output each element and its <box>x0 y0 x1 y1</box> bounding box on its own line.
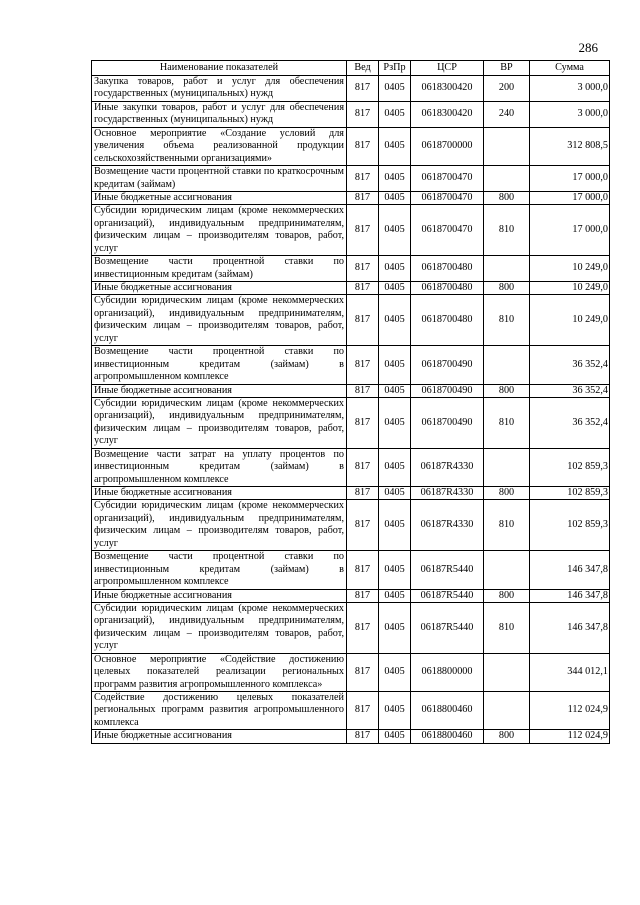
header-rzpr: РзПр <box>379 61 411 76</box>
row-name: Основное мероприятие «Создание условий для увеличения объема реализованной продукции сельскохозяйственными организациями» <box>92 127 347 165</box>
row-rzpr: 0405 <box>379 191 411 204</box>
row-vr <box>484 346 530 384</box>
row-sum: 17 000,0 <box>530 205 610 256</box>
row-sum: 146 347,8 <box>530 551 610 589</box>
row-rzpr: 0405 <box>379 205 411 256</box>
row-sum: 36 352,4 <box>530 384 610 397</box>
row-csr: 0618700480 <box>411 282 484 295</box>
table-row <box>92 282 610 295</box>
row-vr: 240 <box>484 101 530 127</box>
table-row <box>92 76 610 102</box>
row-csr: 0618700000 <box>411 127 484 165</box>
row-vr: 800 <box>484 487 530 500</box>
row-csr: 0618300420 <box>411 101 484 127</box>
row-sum: 10 249,0 <box>530 282 610 295</box>
row-csr: 0618700490 <box>411 397 484 448</box>
row-ved: 817 <box>347 551 379 589</box>
row-rzpr: 0405 <box>379 256 411 282</box>
row-ved: 817 <box>347 282 379 295</box>
header-csr: ЦСР <box>411 61 484 76</box>
row-name: Субсидии юридическим лицам (кроме некоммерческих организаций), индивидуальным предпринимателям, физическим лицам – производителям товаров, работ, услуг <box>92 205 347 256</box>
row-rzpr: 0405 <box>379 653 411 691</box>
row-rzpr: 0405 <box>379 101 411 127</box>
row-vr: 810 <box>484 295 530 346</box>
row-sum: 36 352,4 <box>530 346 610 384</box>
row-sum: 3 000,0 <box>530 76 610 102</box>
row-rzpr: 0405 <box>379 384 411 397</box>
row-name: Возмещение части затрат на уплату процентов по инвестиционным кредитам (займам) в агропромышленном комплексе <box>92 448 347 486</box>
row-csr: 06187R5440 <box>411 602 484 653</box>
row-ved: 817 <box>347 127 379 165</box>
row-sum: 146 347,8 <box>530 602 610 653</box>
row-csr: 06187R4330 <box>411 487 484 500</box>
row-ved: 817 <box>347 191 379 204</box>
row-rzpr: 0405 <box>379 692 411 730</box>
table-row <box>92 101 610 127</box>
row-sum: 102 859,3 <box>530 448 610 486</box>
row-vr: 800 <box>484 282 530 295</box>
row-csr: 0618700480 <box>411 295 484 346</box>
row-name: Возмещение части процентной ставки по инвестиционным кредитам (займам) в агропромышленном комплексе <box>92 551 347 589</box>
row-csr: 0618300420 <box>411 76 484 102</box>
row-rzpr: 0405 <box>379 448 411 486</box>
row-name: Содействие достижению целевых показателей региональных программ развития агропромышленного комплекса <box>92 692 347 730</box>
row-vr: 200 <box>484 76 530 102</box>
row-name: Субсидии юридическим лицам (кроме некоммерческих организаций), индивидуальным предпринимателям, физическим лицам – производителям товаров, работ, услуг <box>92 500 347 551</box>
row-ved: 817 <box>347 76 379 102</box>
table-row <box>92 589 610 602</box>
row-vr <box>484 448 530 486</box>
row-name: Иные закупки товаров, работ и услуг для обеспечения государственных (муниципальных) нужд <box>92 101 347 127</box>
row-csr: 0618700490 <box>411 346 484 384</box>
table-row <box>92 256 610 282</box>
row-rzpr: 0405 <box>379 397 411 448</box>
row-ved: 817 <box>347 692 379 730</box>
row-sum: 112 024,9 <box>530 692 610 730</box>
row-rzpr: 0405 <box>379 730 411 743</box>
row-name: Иные бюджетные ассигнования <box>92 191 347 204</box>
row-csr: 0618700470 <box>411 191 484 204</box>
table-row <box>92 500 610 551</box>
row-name: Иные бюджетные ассигнования <box>92 589 347 602</box>
row-sum: 10 249,0 <box>530 256 610 282</box>
row-sum: 312 808,5 <box>530 127 610 165</box>
row-rzpr: 0405 <box>379 589 411 602</box>
row-rzpr: 0405 <box>379 551 411 589</box>
row-rzpr: 0405 <box>379 166 411 192</box>
page-number: 286 <box>578 40 598 55</box>
table-row <box>92 397 610 448</box>
row-csr: 0618800460 <box>411 730 484 743</box>
budget-table <box>91 60 610 744</box>
row-csr: 06187R4330 <box>411 500 484 551</box>
row-csr: 0618700470 <box>411 205 484 256</box>
row-vr: 810 <box>484 205 530 256</box>
row-ved: 817 <box>347 653 379 691</box>
table-row <box>92 487 610 500</box>
row-vr <box>484 551 530 589</box>
row-name: Субсидии юридическим лицам (кроме некоммерческих организаций), индивидуальным предпринимателям, физическим лицам – производителям товаров, работ, услуг <box>92 397 347 448</box>
row-ved: 817 <box>347 205 379 256</box>
row-ved: 817 <box>347 500 379 551</box>
table-body <box>92 76 610 744</box>
header-name: Наименование показателей <box>92 61 347 76</box>
row-sum: 17 000,0 <box>530 191 610 204</box>
table-row <box>92 191 610 204</box>
row-vr: 800 <box>484 384 530 397</box>
row-name: Возмещение части процентной ставки по инвестиционным кредитам (займам) в агропромышленном комплексе <box>92 346 347 384</box>
table-row <box>92 730 610 743</box>
row-rzpr: 0405 <box>379 282 411 295</box>
row-ved: 817 <box>347 166 379 192</box>
table-row <box>92 205 610 256</box>
row-vr: 810 <box>484 500 530 551</box>
row-csr: 06187R5440 <box>411 551 484 589</box>
row-name: Субсидии юридическим лицам (кроме некоммерческих организаций), индивидуальным предпринимателям, физическим лицам – производителям товаров, работ, услуг <box>92 295 347 346</box>
table-row <box>92 295 610 346</box>
table-row <box>92 602 610 653</box>
row-rzpr: 0405 <box>379 602 411 653</box>
row-name: Иные бюджетные ассигнования <box>92 487 347 500</box>
row-ved: 817 <box>347 346 379 384</box>
row-ved: 817 <box>347 101 379 127</box>
row-vr: 800 <box>484 589 530 602</box>
row-sum: 3 000,0 <box>530 101 610 127</box>
row-sum: 112 024,9 <box>530 730 610 743</box>
table-row <box>92 127 610 165</box>
row-vr: 810 <box>484 397 530 448</box>
table-row <box>92 384 610 397</box>
row-rzpr: 0405 <box>379 295 411 346</box>
row-ved: 817 <box>347 397 379 448</box>
row-ved: 817 <box>347 256 379 282</box>
row-ved: 817 <box>347 448 379 486</box>
row-csr: 06187R4330 <box>411 448 484 486</box>
row-sum: 146 347,8 <box>530 589 610 602</box>
table-row <box>92 653 610 691</box>
row-vr <box>484 653 530 691</box>
row-sum: 344 012,1 <box>530 653 610 691</box>
row-ved: 817 <box>347 602 379 653</box>
row-sum: 17 000,0 <box>530 166 610 192</box>
row-name: Возмещение части процентной ставки по краткосрочным кредитам (займам) <box>92 166 347 192</box>
table-row <box>92 692 610 730</box>
row-name: Иные бюджетные ассигнования <box>92 384 347 397</box>
row-name: Основное мероприятие «Содействие достижению целевых показателей реализации региональных программ развития агропромышленного комплекса» <box>92 653 347 691</box>
header-vr: ВР <box>484 61 530 76</box>
row-rzpr: 0405 <box>379 76 411 102</box>
row-csr: 0618800000 <box>411 653 484 691</box>
row-rzpr: 0405 <box>379 487 411 500</box>
row-sum: 102 859,3 <box>530 500 610 551</box>
row-ved: 817 <box>347 487 379 500</box>
row-name: Субсидии юридическим лицам (кроме некоммерческих организаций), индивидуальным предпринимателям, физическим лицам – производителям товаров, работ, услуг <box>92 602 347 653</box>
row-csr: 06187R5440 <box>411 589 484 602</box>
row-ved: 817 <box>347 384 379 397</box>
row-csr: 0618800460 <box>411 692 484 730</box>
row-ved: 817 <box>347 730 379 743</box>
header-sum: Сумма <box>530 61 610 76</box>
row-csr: 0618700470 <box>411 166 484 192</box>
table-row <box>92 551 610 589</box>
table-row <box>92 166 610 192</box>
row-name: Возмещение части процентной ставки по инвестиционным кредитам (займам) <box>92 256 347 282</box>
row-name: Иные бюджетные ассигнования <box>92 730 347 743</box>
row-csr: 0618700480 <box>411 256 484 282</box>
row-sum: 10 249,0 <box>530 295 610 346</box>
row-vr: 810 <box>484 602 530 653</box>
row-vr: 800 <box>484 730 530 743</box>
table-row <box>92 346 610 384</box>
header-ved: Вед <box>347 61 379 76</box>
row-sum: 36 352,4 <box>530 397 610 448</box>
row-name: Иные бюджетные ассигнования <box>92 282 347 295</box>
row-vr: 800 <box>484 191 530 204</box>
row-ved: 817 <box>347 589 379 602</box>
row-vr <box>484 256 530 282</box>
row-name: Закупка товаров, работ и услуг для обеспечения государственных (муниципальных) нужд <box>92 76 347 102</box>
table-row <box>92 448 610 486</box>
row-vr <box>484 166 530 192</box>
row-rzpr: 0405 <box>379 127 411 165</box>
row-csr: 0618700490 <box>411 384 484 397</box>
row-rzpr: 0405 <box>379 500 411 551</box>
row-vr <box>484 692 530 730</box>
table-header-row <box>92 61 610 76</box>
row-vr <box>484 127 530 165</box>
row-sum: 102 859,3 <box>530 487 610 500</box>
row-rzpr: 0405 <box>379 346 411 384</box>
row-ved: 817 <box>347 295 379 346</box>
